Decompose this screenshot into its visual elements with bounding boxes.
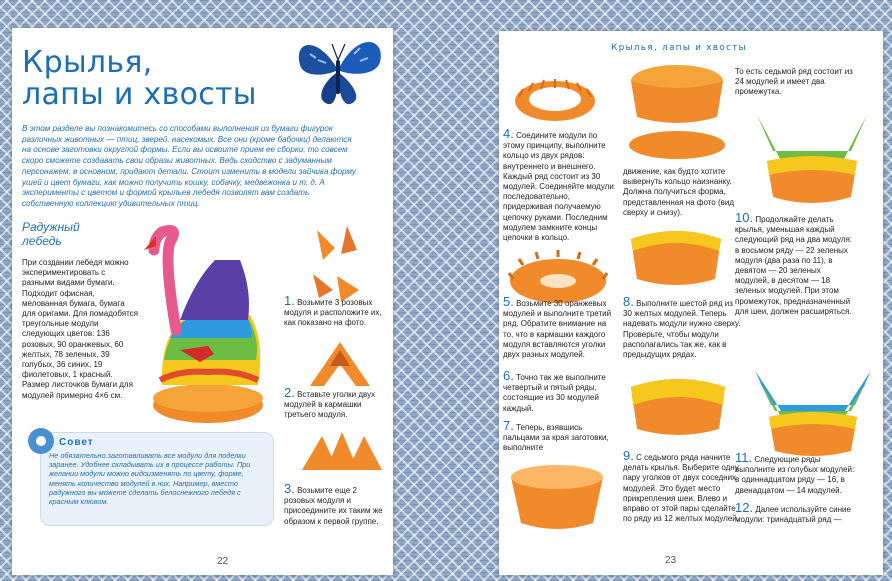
step-12-text	[735, 500, 857, 525]
step4-photo	[505, 61, 605, 125]
step-4-text	[503, 126, 617, 243]
step-9-continued-text: То есть седьмой ряд состоит из 24 модулей и имеет два промежутка.	[735, 67, 853, 97]
step3-photo	[296, 426, 386, 476]
step-10-text	[735, 210, 857, 317]
page-number-right: 23	[665, 555, 677, 566]
butterfly-icon	[288, 30, 388, 110]
right-page	[499, 31, 883, 575]
step9-photo	[623, 365, 733, 441]
step-2-number: 2.	[284, 385, 295, 400]
step-7-continued-text: движение, как будто хотите вывернуть кольцо наизнанку. Должна получиться форма, представленная на фото (вид сверху и снизу).	[623, 167, 735, 217]
intro-paragraph: В этом разделе вы познакомитесь со способами выполнения из бумаги фигурок различных животных — птиц, зверей, насекомых. Все они (кроме бабочки) делаются на основе заготовки округлой формы. Если вы освоите прием ее сборки, то совсем скоро сможете создавать свои образы животных. Ведь сходство с задуманным персонажем, в основном, придают детали. Стоит изменить в модели зайчика форму ушей и цвет бумаги, как можно получить кошку, собачку, медвежонка и т. д. А эксперименты с цветом и формой крыльев лебедя позволят вам создать собственную коллекцию удивительных птиц.	[22, 124, 356, 208]
step-3-number: 3.	[284, 481, 295, 496]
step-1-description: Возьмите 3 розовых модуля и расположите их, как показано на фото.	[284, 298, 382, 328]
step-11-number: 11.	[735, 450, 753, 465]
step11-photo	[751, 361, 875, 461]
step7-top-photo	[621, 59, 733, 129]
step7-photo	[505, 457, 609, 537]
swan-materials-text: При создании лебедя можно экспериментировать с разными видами бумаги. Подходит офисная, мелованная бумага, бумага для оригами. Для помадобятся треугольные модули следующих цветов: 136 розовых, 90 оранжевых, 60 желтых, 78 зеленых, 39 голубых, 36 синих, 19 фиолетовых, 1 красный. Размер листочков бумаги для модулей примерно 4×6 см.	[22, 258, 138, 400]
step-8-description: Выполните шестой ряд из 30 желтых модулей. Теперь надевать модули нужно сверху. Проверьте, чтобы модули располагались так же, как в предыдущих рядах.	[623, 299, 741, 360]
step-9-description: С седьмого ряда начните делать крылья. Выберите одну пару уголков от двух соседних модулей. Это будет место прикрепления шеи. Влево и вправо от этой пары сделайте по ряду из 12 желтых модулей.	[623, 453, 739, 524]
step-8-number: 8.	[623, 294, 634, 309]
step-3-description: Возьмите еще 2 розовых модуля и присоедините их таким же образом к первой группе.	[284, 486, 383, 526]
step-7-text	[503, 418, 617, 454]
left-page	[12, 28, 393, 575]
step-12-description: Далее используйте синие модули: тринадцатый ряд —	[735, 505, 851, 525]
step-8-text	[623, 294, 741, 360]
swan-title-line2: лебедь	[22, 234, 62, 248]
step-11-description: Следующие ряды выполните из голубых модулей: в одиннадцатом ряду — 16, в двенадцатом — 14 модулей.	[735, 455, 855, 495]
step7-bottom-photo	[623, 127, 731, 163]
page-title-line2: лапы и хвосты	[22, 77, 257, 112]
step-3-text	[284, 481, 388, 527]
swan-title-line1: Радужный	[22, 220, 80, 234]
step-2-description: Вставьте уголки двух модулей в кармашки третьего модуля.	[284, 390, 376, 420]
step-9-text	[623, 448, 741, 524]
page-number-left: 22	[217, 556, 229, 567]
step-7-description: Теперь, взявшись пальцами за края заготовки, выполните	[503, 423, 609, 453]
step-12-number: 12.	[735, 500, 754, 515]
step-5-description: Возьмите 30 оранжевых модулей и выполните третий ряд. Обратите внимание на то, что в кармашки каждого модуля вставляются уголки двух разных модулей.	[503, 299, 612, 360]
page-title-line1: Крылья,	[22, 45, 153, 80]
step-10-description: Продолжайте делать крылья, уменьшая каждый следующий ряд на два модуля: в восьмом ряду — 22 зеленых модуля (два раза по 11), в девятом — 20 зеленых модулей, в десятом — 18 зеленых модулей. При этом промежуток, предназначенный для шеи, должен расширяться.	[735, 215, 853, 316]
running-header: Крылья, лапы и хвосты	[611, 43, 747, 53]
step-9-number: 9.	[623, 448, 634, 463]
step-2-text	[284, 385, 388, 421]
advice-text: Не обязательно заготавливать все модули для поделки заранее. Удобнее складывать их в процессе работы. При желании модули можно видоизменять по цвету, форме, менять количество модулей в них. Например, вместо радужного вы можете сделать белоснежного лебедя с красным клювом.	[49, 451, 251, 507]
step-10-number: 10.	[735, 210, 754, 225]
step-5-number: 5.	[503, 294, 514, 309]
step8-photo	[621, 219, 731, 291]
advice-title: Совет	[59, 437, 94, 448]
step-6-number: 6.	[503, 368, 514, 383]
step-4-number: 4.	[503, 126, 514, 141]
step-1-number: 1.	[284, 293, 295, 308]
step-4-description: Соедините модули по этому принципу, выполните кольцо из двух рядов: внутреннего и внешнего. Каждый ряд состоит из 30 модулей. Соединяйте модули последовательно, придерживая получаемую цепочку руками. Последним модулем замкните концы цепочки в кольцо.	[503, 131, 614, 243]
step-5-text	[503, 294, 617, 360]
step10-photo	[751, 101, 873, 211]
step-7-number: 7.	[503, 418, 514, 433]
step-6-description: Точно так же выполните четвертый и пятый ряды, состоящие из 30 модулей каждый.	[503, 373, 606, 413]
advice-box	[40, 432, 274, 526]
step-1-text	[284, 293, 388, 329]
rainbow-swan-photo	[140, 220, 280, 440]
step2-photo	[300, 336, 380, 392]
step-6-text	[503, 368, 617, 414]
step-11-text	[735, 450, 857, 496]
